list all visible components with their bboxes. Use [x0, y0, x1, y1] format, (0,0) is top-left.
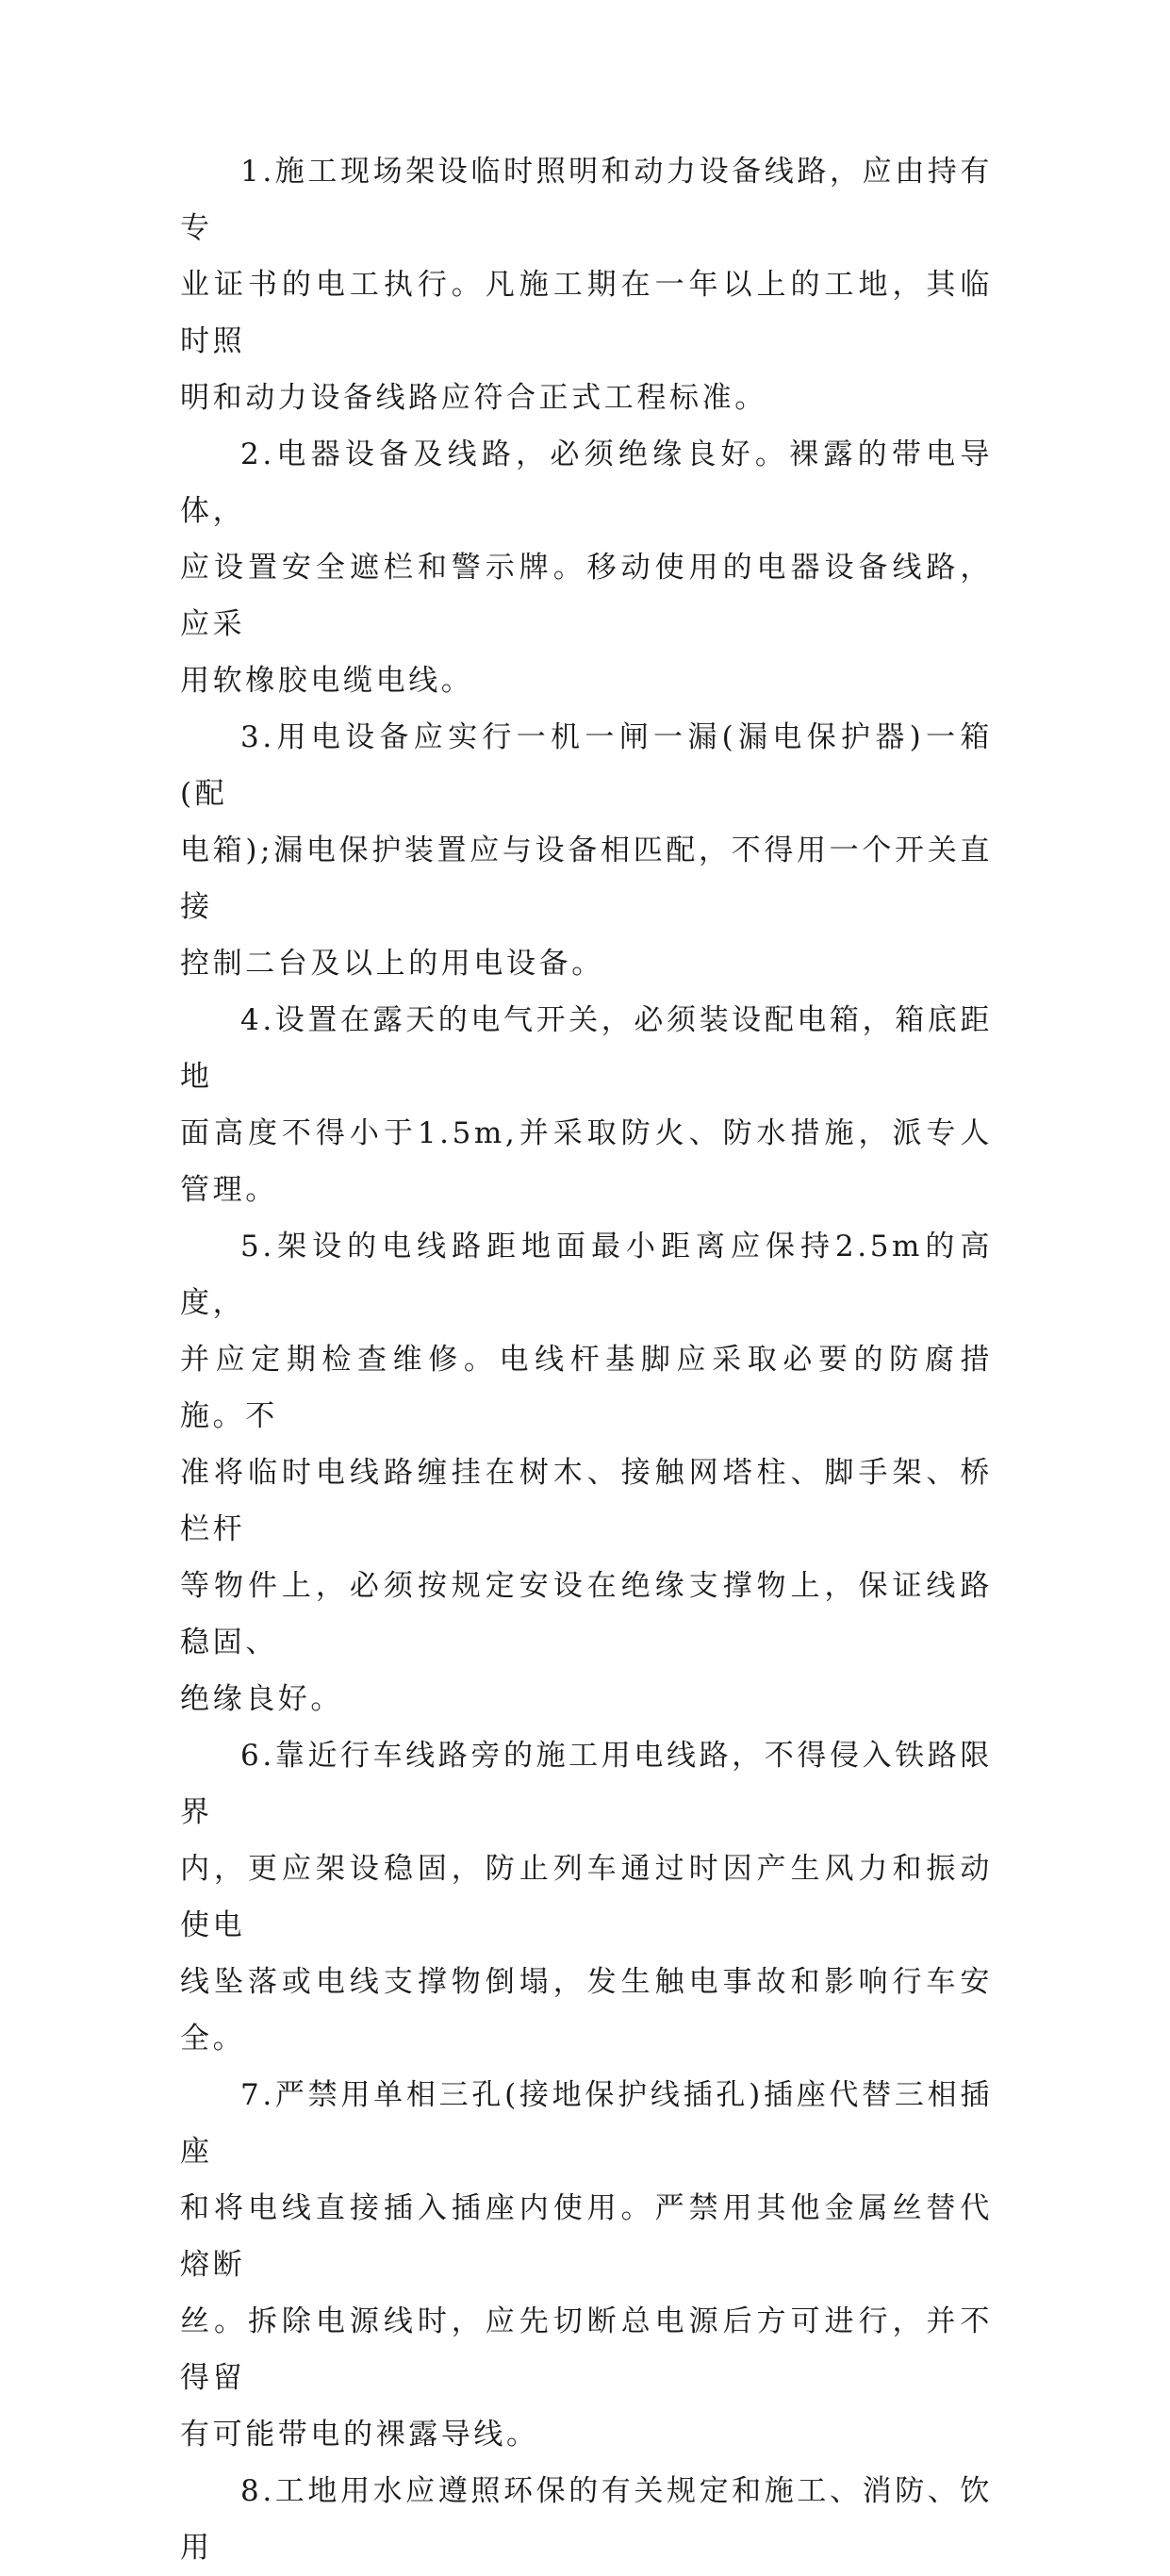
paragraph-1: 1.施工现场架设临时照明和动力设备线路，应由持有专 业证书的电工执行。凡施工期在一年以上的工地，其临时照 明和动力设备线路应符合正式工程标准。 — [180, 155, 993, 415]
document-body — [180, 143, 993, 2576]
paragraph-5: 5.架设的电线路距地面最小距离应保持2.5m的高度， 并应定期检查维修。电线杆基脚应采取必要的防腐措施。不 准将临时电线路缠挂在树木、接触网塔柱、脚手架、桥栏杆 等物件上，必须按规定安设在绝缘支撑物上，保证线路稳固、 绝缘良好。 — [180, 1230, 993, 1716]
paragraph-3: 3.用电设备应实行一机一闸一漏(漏电保护器)一箱(配 电箱);漏电保护装置应与设备相匹配，不得用一个开关直接 控制二台及以上的用电设备。 — [180, 720, 993, 981]
paragraph-2: 2.电器设备及线路，必须绝缘良好。裸露的带电导体， 应设置安全遮栏和警示牌。移动使用的电器设备线路，应采 用软橡胶电缆电线。 — [180, 438, 993, 698]
paragraph-8: 8.工地用水应遵照环保的有关规定和施工、消防、饮用 — [180, 2474, 993, 2565]
paragraph-7: 7.严禁用单相三孔(接地保护线插孔)插座代替三相插座 和将电线直接插入插座内使用。严禁用其他金属丝替代熔断 丝。拆除电源线时，应先切断总电源后方可进行，并不得留 有可能带电的裸露导线。 — [180, 2078, 993, 2452]
paragraph-6: 6.靠近行车线路旁的施工用电线路，不得侵入铁路限界 内，更应架设稳固，防止列车通过时因产生风力和振动使电 线坠落或电线支撑物倒塌，发生触电事故和影响行车安全。 — [180, 1739, 993, 2056]
paragraph-4: 4.设置在露天的电气开关，必须装设配电箱，箱底距地 面高度不得小于1.5m,并采取防火、防水措施，派专人管理。 — [180, 1003, 993, 1207]
